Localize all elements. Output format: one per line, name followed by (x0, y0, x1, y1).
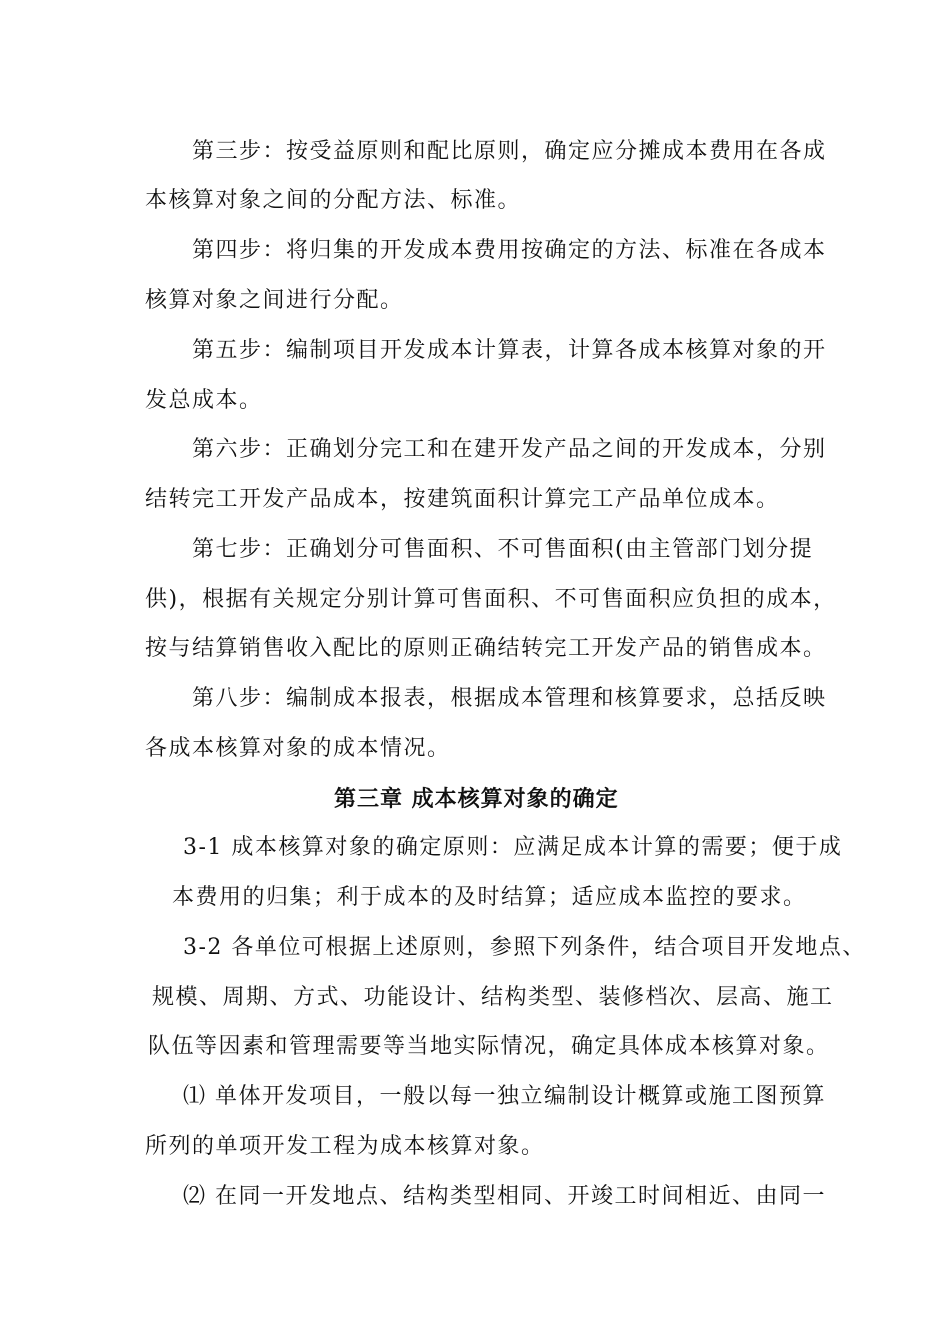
step-8-line-1: 第八步：编制成本报表，根据成本管理和核算要求，总括反映 (192, 686, 827, 711)
item-1-line-1: ⑴ 单体开发项目，一般以每一独立编制设计概算或施工图预算 (183, 1084, 826, 1109)
step-4-line-1: 第四步：将归集的开发成本费用按确定的方法、标准在各成本 (192, 238, 827, 263)
step-4-line-2: 核算对象之间进行分配。 (145, 288, 404, 313)
section-3-2-line-1: 3-2 各单位可根据上述原则，参照下列条件，结合项目开发地点、 (183, 935, 866, 960)
step-6-line-2: 结转完工开发产品成本，按建筑面积计算完工产品单位成本。 (145, 487, 780, 512)
section-3-1-line-2: 本费用的归集；利于成本的及时结算；适应成本监控的要求。 (172, 885, 807, 910)
section-3-2-line-2: 规模、周期、方式、功能设计、结构类型、装修档次、层高、施工 (152, 985, 834, 1010)
item-2-line-1: ⑵ 在同一开发地点、结构类型相同、开竣工时间相近、由同一 (183, 1184, 826, 1209)
step-3-line-2: 本核算对象之间的分配方法、标准。 (145, 188, 522, 213)
step-8-line-2: 各成本核算对象的成本情况。 (145, 736, 451, 761)
section-3-1-line-1: 3-1 成本核算对象的确定原则：应满足成本计算的需要；便于成 (183, 835, 843, 860)
step-7-line-2: 供)，根据有关规定分别计算可售面积、不可售面积应负担的成本， (145, 587, 837, 612)
step-7-line-1: 第七步：正确划分可售面积、不可售面积(由主管部门划分提 (192, 537, 814, 562)
step-6-line-1: 第六步：正确划分完工和在建开发产品之间的开发成本，分别 (192, 437, 827, 462)
step-7-line-3: 按与结算销售收入配比的原则正确结转完工开发产品的销售成本。 (145, 636, 827, 661)
chapter-heading: 第三章 成本核算对象的确定 (334, 786, 619, 812)
step-5-line-1: 第五步：编制项目开发成本计算表，计算各成本核算对象的开 (192, 338, 827, 363)
step-3-line-1: 第三步：按受益原则和配比原则，确定应分摊成本费用在各成 (192, 139, 827, 164)
step-5-line-2: 发总成本。 (145, 388, 263, 413)
section-3-2-line-3: 队伍等因素和管理需要等当地实际情况，确定具体成本核算对象。 (148, 1034, 830, 1059)
item-1-line-2: 所列的单项开发工程为成本核算对象。 (145, 1134, 545, 1159)
